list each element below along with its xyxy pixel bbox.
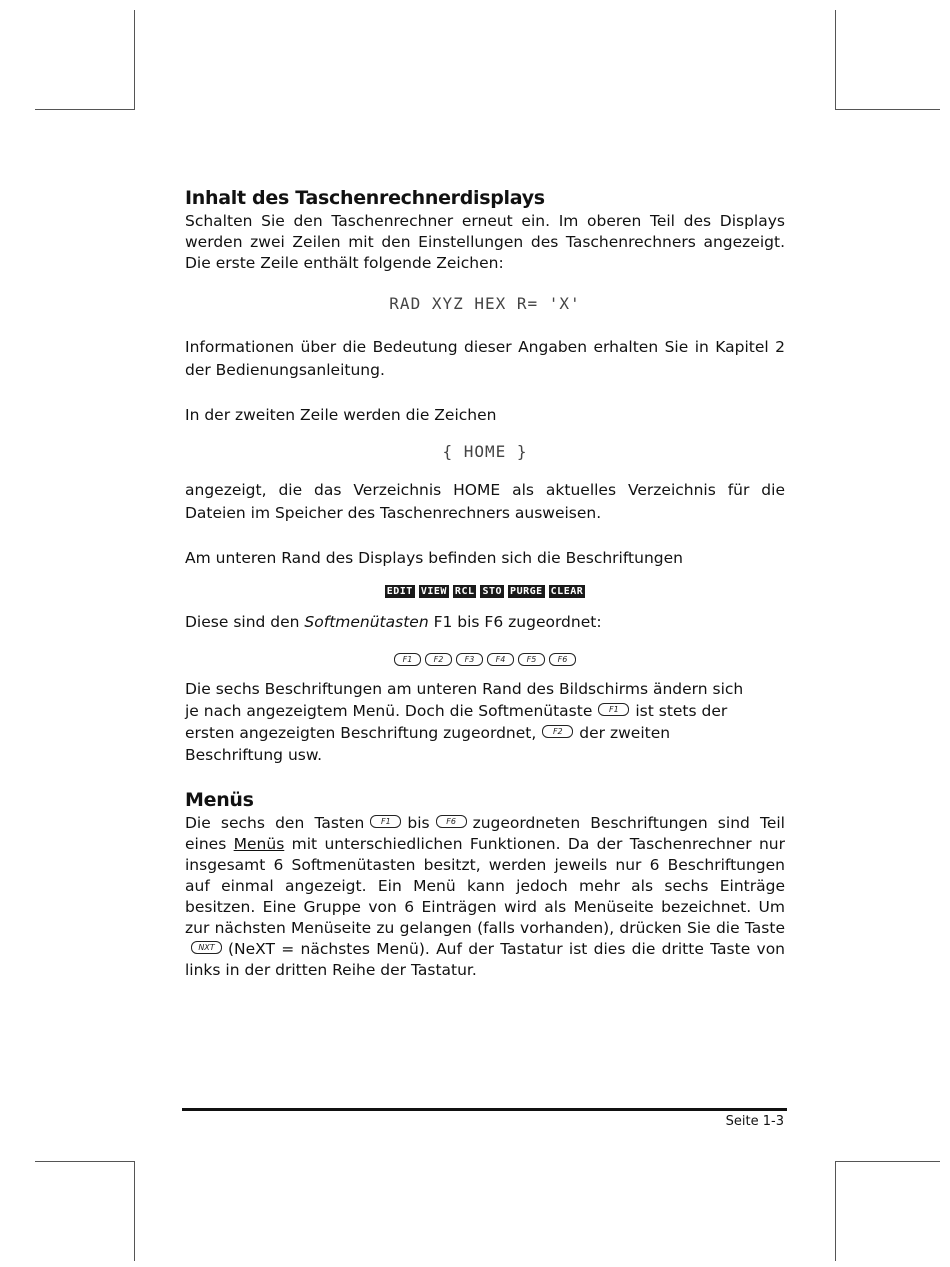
crop-mark — [835, 10, 836, 110]
crop-mark — [35, 109, 135, 110]
change-text-3: der zweiten Beschriftung usw. — [185, 724, 671, 764]
bottom-labels-paragraph: Am unteren Rand des Displays befinden sich die Beschriftungen — [185, 549, 683, 567]
f4-key-icon: F4 — [487, 653, 514, 666]
display-line-1: RAD XYZ HEX R= 'X' — [389, 294, 581, 313]
softmenu-label: EDIT — [386, 586, 413, 597]
crop-mark — [835, 109, 940, 110]
assign-text-before: Diese sind den — [185, 613, 305, 631]
f6-key-icon: F6 — [549, 653, 576, 666]
menus-term: Menüs — [233, 835, 285, 853]
crop-mark — [134, 10, 135, 110]
softmenu-label: RCL — [454, 586, 475, 597]
section-heading: Inhalt des Taschenrechnerdisplays — [185, 187, 545, 209]
change-text-2: ist stets der ersten angezeigten Beschriftung zugeordnet, — [185, 702, 728, 742]
display-line-2: { HOME } — [442, 442, 528, 461]
info-paragraph: Informationen über die Bedeutung dieser Angaben erhalten Sie in Kapitel 2 der Bedienungsanleitung. — [185, 338, 785, 379]
softmenu-label: STO — [482, 586, 503, 597]
f1-key-icon: F1 — [370, 815, 401, 828]
section-heading-menus: Menüs — [185, 789, 254, 811]
footer-rule — [182, 1108, 787, 1111]
menus-text-1: Die sechs den Tasten — [185, 814, 365, 832]
crop-mark — [35, 1161, 135, 1162]
home-paragraph: angezeigt, die das Verzeichnis HOME als aktuelles Verzeichnis für die Dateien im Speicher des Taschenrechners ausweisen. — [185, 481, 785, 522]
menus-text-4: mit unterschiedlichen Funktionen. Da der Taschenrechner nur insgesamt 6 Softmenütasten besitzt, werden jeweils nur 6 Beschriftungen auf einmal angezeigt. Ein Menü kann jedoch mehr als sechs Einträge besitzen. Eine Gruppe von 6 Einträgen wird als Menüseite bezeichnet. Um zur nächsten Menüseite zu gelangen (falls vorhanden), drücken Sie die Taste — [185, 835, 785, 937]
softmenu-label: VIEW — [420, 586, 447, 597]
softmenu-bar — [185, 585, 785, 598]
crop-mark — [835, 1161, 836, 1261]
f6-key-icon: F6 — [436, 815, 467, 828]
softmenu-label: PURGE — [510, 586, 543, 597]
change-text-1: Die sechs Beschriftungen am unteren Rand des Bildschirms ändern sich je nach angezeigtem Menü. Doch die Softmenütaste — [185, 680, 744, 720]
nxt-key-icon: NXT — [191, 941, 222, 954]
page-number: Seite 1-3 — [725, 1114, 784, 1129]
crop-mark — [134, 1161, 135, 1261]
f3-key-icon: F3 — [456, 653, 483, 666]
f2-key-icon: F2 — [542, 725, 573, 738]
softmenu-term: Softmenütasten — [304, 613, 429, 631]
assign-paragraph — [185, 612, 785, 633]
f1-key-icon: F1 — [394, 653, 421, 666]
intro-paragraph: Schalten Sie den Taschenrechner erneut ein. Im oberen Teil des Displays werden zwei Zeilen mit den Einstellungen des Taschenrechners angezeigt. Die erste Zeile enthält folgende Zeichen: — [185, 212, 785, 272]
crop-mark — [835, 1161, 940, 1162]
function-key-row — [185, 653, 785, 666]
menus-paragraph — [185, 813, 785, 981]
assign-text-after: F1 bis F6 zugeordnet: — [428, 613, 602, 631]
f5-key-icon: F5 — [518, 653, 545, 666]
f2-key-icon: F2 — [425, 653, 452, 666]
page-content — [185, 186, 785, 981]
menus-text-3: zugeordneten Beschriftungen sind Teil eines — [185, 814, 785, 853]
menus-text-2: bis — [407, 814, 430, 832]
second-line-paragraph: In der zweiten Zeile werden die Zeichen — [185, 406, 497, 424]
change-paragraph — [185, 678, 755, 766]
softmenu-label: CLEAR — [550, 586, 584, 597]
f1-key-icon: F1 — [598, 703, 629, 716]
menus-text-5: (NeXT = nächstes Menü). Auf der Tastatur ist dies die dritte Taste von links in der dritten Reihe der Tastatur. — [185, 940, 785, 979]
